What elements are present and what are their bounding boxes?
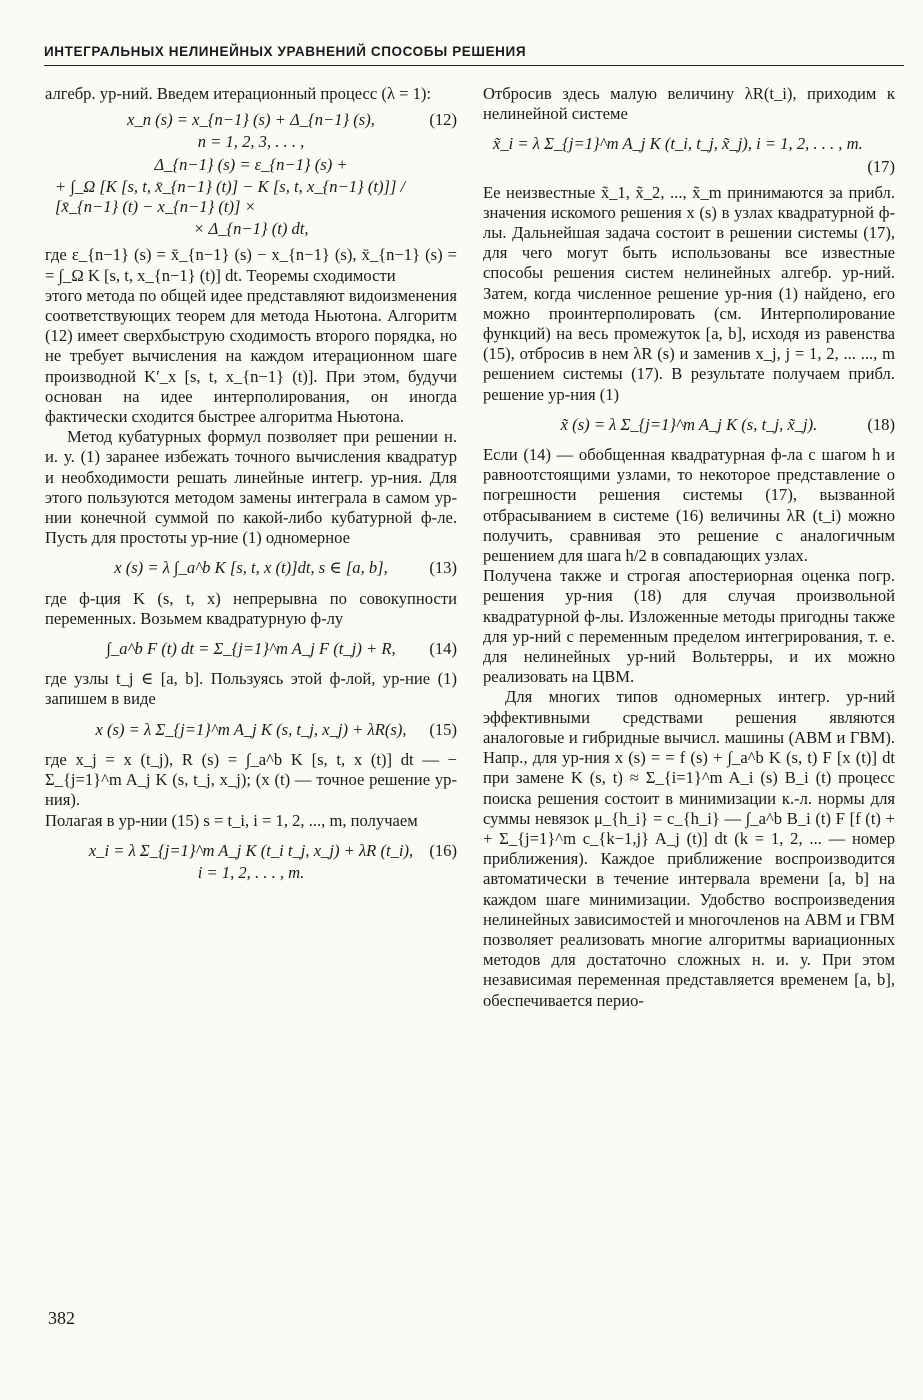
paragraph: где ε_{n−1} (s) = x̄_{n−1} (s) − x_{n−1} (s), x̄_{n−1} (s) = = ∫_Ω K [s, t, x_{n−1} (t)] dt. Теоремы сходимости <box>45 245 457 285</box>
formula-15 <box>45 720 457 740</box>
formula-text: x_i = λ Σ_{j=1}^m A_j K (t_i t_j, x_j) + λR (t_i), <box>88 840 414 860</box>
equation-number: (13) <box>429 558 457 578</box>
running-header: ИНТЕГРАЛЬНЫХ НЕЛИНЕЙНЫХ УРАВНЕНИЙ СПОСОБЫ РЕШЕНИЯ <box>44 44 904 66</box>
formula-12-tail: × Δ_{n−1} (t) dt, <box>193 219 309 239</box>
formula-text: x_n (s) = x_{n−1} (s) + Δ_{n−1} (s), <box>127 110 375 130</box>
paragraph: Для многих типов одномерных интегр. ур-ний эффективными средствами решения являются аналоговые и гибридные вычисл. машины (АВМ и ГВМ). Напр., для ур-ния x (s) = = f (s) + ∫_a^b K (s, t) F [x (t)] dt при замене K (s, t) ≈ Σ_{i=1}^m A_i (s) B_i (t) процесс поиска решения состоит в минимизации к.-л. нормы для суммы невязок μ_{h_i} = c_{h_i} — ∫_a^b B_i (t) F [f (t) + + Σ_{j=1}^m c_{k−1,j} A_j (t)] dt (k = 1, 2, ... — номер приближения). Каждое приближение воспроизводится автоматически в течение интервала времени [a, b] на каждом шаге минимизации. Удобство воспроизведения нелинейных зависимостей и многочленов на АВМ и ГВМ позволяет реализовать многие алгоритмы вариационных методов для достаточно сложных н. и. у. При этом независимая переменная представляется временем [a, b], обеспечивается перио- <box>483 687 895 1010</box>
paragraph: Метод кубатурных формул позволяет при решении н. и. у. (1) заранее избежать точного вычисления квадратур и необходимости решать линейные интегр. ур-ния. Для этого пользуются методом замены интеграла в самом ур-нии конечной суммой по какой-либо кубатурной ф-ле. Пусть для простоты ур-ние (1) одномерное <box>45 427 457 548</box>
equation-number: (18) <box>867 414 895 434</box>
equation-number: (15) <box>429 719 457 739</box>
right-column <box>483 84 895 1011</box>
paragraph: где узлы t_j ∈ [a, b]. Пользуясь этой ф-лой, ур-ние (1) запишем в виде <box>45 669 457 709</box>
paragraph: Получена также и строгая апостериорная оценка погр. решения ур-ния (18) для случая произвольной квадратурной ф-лы. Изложенные методы пригодны также для ур-ний с переменным пределом интегрирования, т. е. для нелинейных ур-ний Вольтерры, и их можно реализовать на ЦВМ. <box>483 566 895 687</box>
formula-12-integral: + ∫_Ω [K [s, t, x̄_{n−1} (t)] − K [s, t, x_{n−1} (t)]] / [x̄_{n−1} (t) − x_{n−1} (t)] × <box>55 176 406 217</box>
formula-13 <box>45 558 457 578</box>
page-number: 382 <box>48 1308 75 1328</box>
formula-text: x (s) = λ ∫_a^b K [s, t, x (t)]dt, s ∈ [a, b], <box>114 558 388 578</box>
formula-12-delta: Δ_{n−1} (s) = ε_{n−1} (s) + <box>154 154 348 174</box>
formula-text: x̃ (s) = λ Σ_{j=1}^m A_j K (s, t_j, x̃_j). <box>560 414 818 434</box>
paragraph: алгебр. ур-ний. Введем итерационный процесс (λ = 1): <box>45 84 432 103</box>
formula-17: x̃_i = λ Σ_{j=1}^m A_j K (t_i, t_j, x̃_j), i = 1, 2, . . . , m. <box>493 134 863 154</box>
equation-number: (16) <box>429 840 457 860</box>
left-column <box>45 84 457 885</box>
formula-text: ∫_a^b F (t) dt = Σ_{j=1}^m A_j F (t_j) + R, <box>106 639 396 659</box>
paragraph: где ф-ция K (s, t, x) непрерывна по совокупности переменных. Возьмем квадратурную ф-лу <box>45 588 457 628</box>
equation-number: (12) <box>429 110 457 130</box>
formula-18 <box>483 415 895 435</box>
formula-16 <box>45 841 457 861</box>
formula-16-range: i = 1, 2, . . . , m. <box>197 862 305 882</box>
paragraph: Полагая в ур-нии (15) s = t_i, i = 1, 2, ..., m, получаем <box>45 810 418 830</box>
paragraph: Если (14) — обобщенная квадратурная ф-ла с шагом h и равноотстоящими узлами, то некоторое представление о погрешности решения системы (17), вызванной отбрасыванием в системе (16) величины λR (t_i) можно получить, сравнивая это решение с аналогичным решением для шага h/2 в совпадающих узлах. <box>483 445 895 566</box>
paragraph: этого метода по общей идее представляют видоизменения соответствующих теорем для метода Ньютона. Алгоритм (12) имеет сверхбыструю сходимость второго порядка, но не требует вычисления на каждом итерационном шаге производной K′_x [s, t, x_{n−1} (t)]. При этом, будучи основан на идее интерполирования, он иногда фактически сходится быстрее алгоритма Ньютона. <box>45 285 457 427</box>
formula-17-number <box>483 157 895 177</box>
formula-14 <box>45 639 457 659</box>
equation-number: (17) <box>867 156 895 176</box>
formula-12 <box>45 110 457 130</box>
formula-text: x (s) = λ Σ_{j=1}^m A_j K (s, t_j, x_j) + λR(s), <box>95 719 407 739</box>
paragraph: Отбросив здесь малую величину λR(t_i), приходим к нелинейной системе <box>483 84 895 124</box>
paragraph: где x_j = x (t_j), R (s) = ∫_a^b K [s, t, x (t)] dt — − Σ_{j=1}^m A_j K (s, t_j, x_j); (x (t) — точное решение ур-ния). <box>45 749 457 810</box>
equation-number: (14) <box>429 639 457 659</box>
formula-12-index: n = 1, 2, 3, . . . , <box>197 132 305 152</box>
paragraph: Ее неизвестные x̃_1, x̃_2, ..., x̃_m принимаются за прибл. значения искомого решения x (s) в узлах квадратурной ф-лы. Дальнейшая задача состоит в решении системы (17), для чего могут быть использованы все известные способы решения систем нелинейных алгебр. ур-ний. Затем, когда численное решение ур-ния (1) найдено, его можно проинтерполировать (см. Интерполирование функций) на весь промежуток [a, b], исходя из равенства (15), отбросив в нем λR (s) и заменив x_j, j = 1, 2, ... ..., m решением системы (17). В результате получаем прибл. решение ур-ния (1) <box>483 182 895 404</box>
